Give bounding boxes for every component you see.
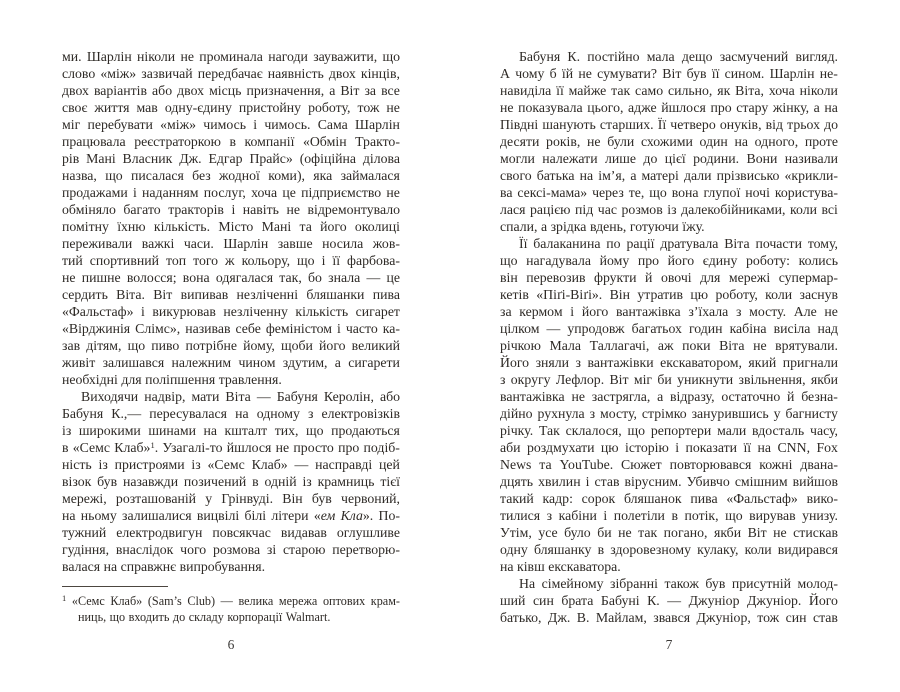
text-line: Виходячи надвір, мати Віта — Бабуня Керолін, або (81, 389, 400, 404)
page-number-left: 6 (227, 637, 235, 652)
footnote-rule (62, 586, 168, 587)
text-line: річку. Так склалося, що репортери мали вдосталь часу, (500, 423, 838, 438)
text-line: десяти років, не були схожими один на одного, проте (500, 134, 838, 149)
text-line: назва, що писалася без жодної коми), яка займалася (62, 168, 400, 183)
text-line: спали, а зрідка вдень, готуючи їжу. (500, 219, 705, 234)
text-line: Півдні шанують старших. Її четверо онуків, від трьох до (500, 117, 838, 132)
text-line: кетів «Піґі-Віґі». Він утратив цю роботу, коли заснув (500, 287, 838, 302)
text-line: на ньому залишалися вицвілі білі літери «ем Кла». По- (62, 508, 400, 523)
text-line: ниць, що входить до складу корпорації Walmart. (78, 610, 331, 624)
page-right (500, 49, 838, 659)
text-line: рів Мані Власник Дж. Едгар Прайс» (офіційна ділова (62, 151, 400, 166)
text-line: міг перебувати «між» чимось і чимось. Сама Шарлін (62, 117, 400, 132)
text-line: «Вірджинія Слімс», називав себе феміністом і часто ка- (62, 321, 400, 336)
text-line: переживали важкі часи. Шарлін завше носила жов- (62, 236, 400, 251)
text-line: лася рацією під час розмов із далекобійниками, коли всі (500, 202, 838, 217)
text-line: такий кадр: сорок бляшанок пива «Фальстаф» вико- (500, 491, 838, 506)
text-line: аби роздмухати цю історію і показати її на CNN, Fox (500, 440, 838, 455)
text-line: дцять хвилин і став вірусним. Убивчо смішним вийшов (500, 474, 838, 489)
text-line: мережі, розташованій у Грінвуді. Він був червоний, (62, 491, 400, 506)
text-line: одну бляшанку в здоровезному кулаку, коли видирався (500, 542, 838, 557)
text-line: тий спортивний топ того ж кольору, що і її фарбова- (62, 253, 400, 268)
text-line: дійно рухнула з мосту, стрімко занурившись у багнисту (500, 406, 838, 421)
text-line: ший син брата Бабуні К. — Джуніор Джуніор. Його (500, 593, 838, 608)
text-line: цілком — упродовж багатьох годин кабіна висіла над (500, 321, 838, 336)
text-line: не показувала цього, адже йшлося про стару жінку, а на (500, 100, 838, 115)
page-right-text (500, 49, 838, 627)
text-line: на ківш екскаватора. (500, 559, 621, 574)
footnote-text (62, 594, 400, 626)
text-line: ва сексі-мама» через те, що вона глупої ночі користува- (500, 185, 838, 200)
text-line: тужний електродвигун повсякчас видавав оглушливе (62, 525, 400, 540)
text-line: обміняло багато тракторів і навіть не відремонтувало (62, 202, 400, 217)
text-line: $^1$ «Семс Клаб» (Sam’s Club) — велика мережа оптових крам- (62, 594, 400, 608)
text-line: двох варіантів або двох місць призначення, а Віт за все (62, 83, 400, 98)
text-line: вантажівка не застрягла, а відразу, остаточно й безна- (500, 389, 838, 404)
text-line: за кермом і його вантажівка з’їхала з мосту. Але не (500, 304, 838, 319)
text-line: своє життя мав одну-єдину пристойну роботу, тож не (62, 100, 400, 115)
text-line: Бабуня К. постійно мала дещо засмучений вигляд. (519, 49, 838, 64)
text-line: тилися з кабіни і полетіли в потік, що вирував унизу. (500, 508, 838, 523)
text-line: могли належати лише до цієї родини. Вони називали (500, 151, 838, 166)
text-line: Її балаканина по рації дратувала Віта почасти тому, (519, 236, 838, 251)
text-line: необхідні для поліпшення травлення. (62, 372, 282, 387)
text-line: живіт залишався належним чином здутим, а сигарети (62, 355, 400, 370)
text-line: гудіння, внаслідок чого розмова зі старою перетворю- (62, 542, 400, 557)
text-line: не пишне волосся; вона одягалася так, бо знала — це (62, 270, 400, 285)
text-line: На сімейному зібранні також був присутній молод- (519, 576, 838, 591)
text-line: свого батька на ім’я, а матері дали прізвисько «крикли- (500, 168, 838, 183)
text-line: А чому б їй не сумувати? Віт був її сином. Шарлін не- (500, 66, 838, 81)
text-line: батько, Дж. В. Майлам, звався Джуніор, тож син став (500, 610, 838, 625)
text-line: Бабуня К.,— пересувалася на одному з електровізків (62, 406, 400, 421)
text-line: він перевозив фрукти й овочі для мережі супермар- (500, 270, 838, 285)
text-line: в «Семс Клаб»$^1$. Узагалі-то йшлося не просто про подіб- (62, 440, 400, 455)
text-line: News та YouTube. Сюжет повторювався кожні двана- (500, 457, 838, 472)
text-line: слово «між» зазвичай передбачає наявність двох кінців, (62, 66, 400, 81)
footnote (62, 586, 400, 626)
text-line: сердить Віта. Віт випивав незліченні бляшанки пива (62, 287, 400, 302)
text-line: помітну їхню кількість. Місто Мані та його околиці (62, 219, 400, 234)
text-line: Утім, усе було би не так погано, якби Віт не стискав (500, 525, 838, 540)
text-line: візок був назавжди позичений в одній із крамниць тієї (62, 474, 400, 489)
text-line: ми. Шарлін ніколи не проминала нагоди зауважити, що (62, 49, 400, 64)
text-line: з округу Лефлор. Віт міг би уникнути звільнення, якби (500, 372, 838, 387)
text-line: Його зняли з вантажівки екскаватором, який пригнали (500, 355, 838, 370)
text-line: річкою Мала Таллагачі, аж поки Віта не врятували. (500, 338, 838, 353)
page-number-right: 7 (665, 637, 673, 652)
text-line: працювала реєстраторкою в компанії «Обмін Тракто- (62, 134, 400, 149)
text-line: що нагадувала йому про його єдину роботу: колись (500, 253, 838, 268)
text-line: «Фальстаф» і викурював незліченну кількість сигарет (62, 304, 400, 319)
text-line: зав дітям, що пиво потрібне йому, щоби його великий (62, 338, 400, 353)
page-left (62, 49, 400, 659)
text-line: продажами і наданням послуг, хоча це підприємство не (62, 185, 400, 200)
page-left-text (62, 49, 400, 576)
text-line: навиділа її майже так само сильно, як Віта, хоча ніколи (500, 83, 838, 98)
text-line: із широкими шинами на кшталт тих, що продаються (62, 423, 400, 438)
text-line: ність із пристроями із «Семс Клаб» — насправді цей (62, 457, 400, 472)
text-line: валася на справжнє випробування. (62, 559, 266, 574)
